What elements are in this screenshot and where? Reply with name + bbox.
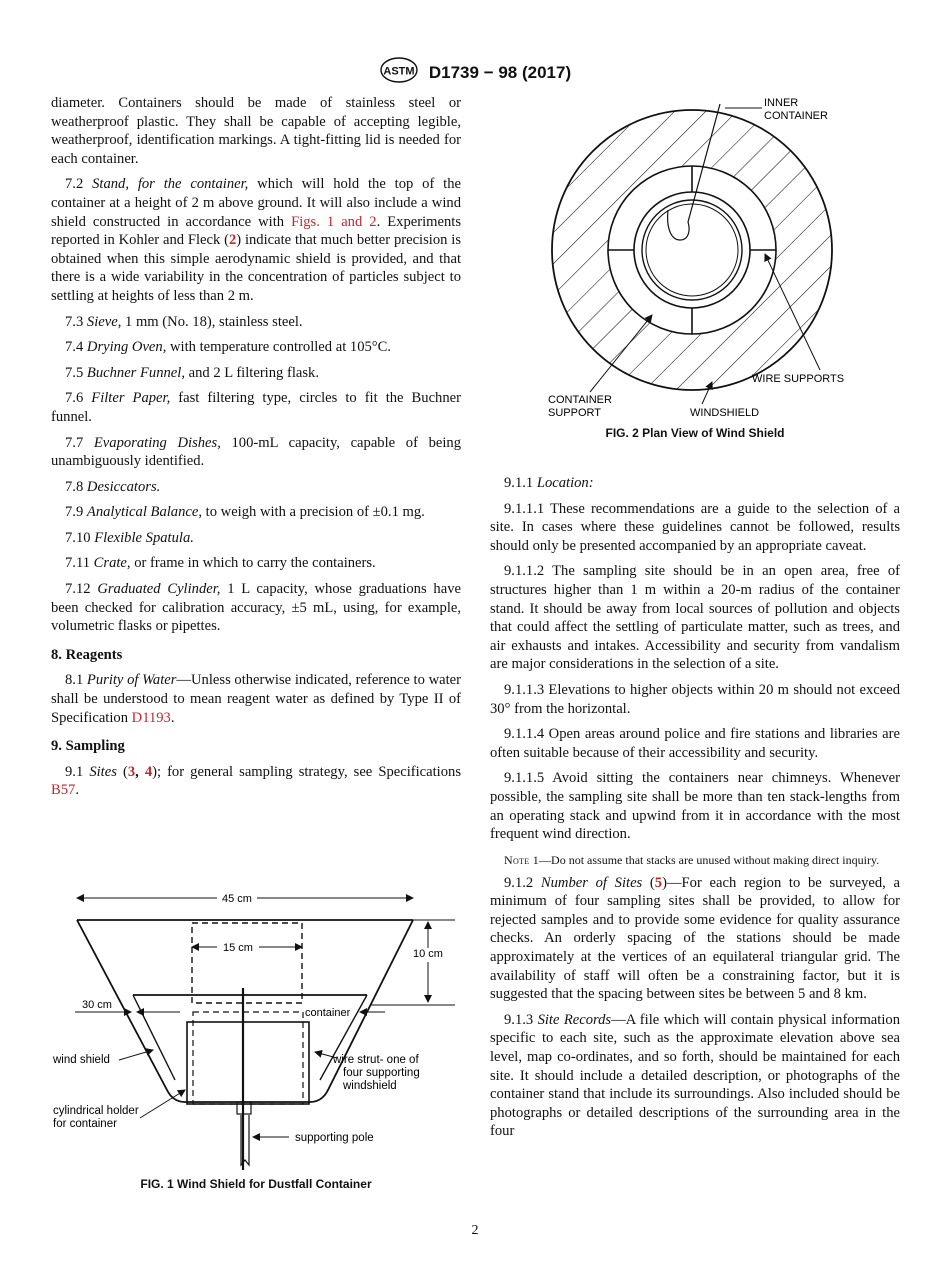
- label-wire-strut-2: four supporting: [343, 1067, 420, 1079]
- section-7-9: 7.9 Analytical Balance, to weigh with a precision of ±0.1 mg.: [65, 504, 425, 521]
- section-7-11: 7.11 Crate, or frame in which to carry the containers.: [65, 555, 376, 572]
- label-holder-1: cylindrical holder: [53, 1105, 139, 1117]
- label-supporting-pole: supporting pole: [295, 1132, 374, 1144]
- figure-link[interactable]: Figs. 1 and 2: [291, 213, 377, 230]
- section-7-6: 7.6 Filter Paper, fast filtering type, circles to fit the Buchner funnel.: [51, 390, 461, 425]
- label-wire-supports: WIRE SUPPORTS: [752, 373, 845, 385]
- label-10cm: 10 cm: [413, 948, 443, 960]
- section-7-12: 7.12 Graduated Cylinder, 1 L capacity, whose graduations have been checked for calibration accuracy, ±5 mL, using, for example, volumetric flasks or pipettes.: [51, 581, 461, 635]
- section-9-1: 9.1 Sites (3, 4); for general sampling strategy, see Specifications B57.: [51, 763, 462, 799]
- label-wire-strut-3: windshield: [343, 1080, 397, 1092]
- label-holder-2: for container: [53, 1118, 117, 1130]
- figure-2-plan-view-diagram: [540, 90, 850, 420]
- label-45cm: 45 cm: [222, 893, 252, 905]
- section-7-2: 7.2 Stand, for the container, which will hold the top of the container at a height of 2 m above ground. It will also include a wind shield constructed in accordance with Figs. 1 and 2. Experiments reported in Kohler and Fleck (2) indicate that much better precision is obtained when this simple aerodynamic shield is provided, and that there is a wide variability in the concentration of particles subject to settling at heights of less than 2 m.: [51, 176, 462, 304]
- page-number: 2: [471, 1223, 479, 1238]
- specification-link[interactable]: B57: [51, 782, 76, 799]
- specification-link[interactable]: D1193: [131, 709, 171, 726]
- section-heading-reagents: 8. Reagents: [51, 646, 123, 663]
- figure-1-caption: FIG. 1 Wind Shield for Dustfall Container: [140, 1177, 372, 1191]
- section-9-1-1-2: 9.1.1.2 The sampling site should be in an open area, free of structures higher than 1 m within a 20-m radius of the container stand. It should be away from local sources of pollution and objects that could affect the settling of particulate matter, such as trees, and air exhausts and intakes. Accessibility and security from vandalism are major considerations in the selection of a site.: [490, 563, 900, 673]
- standard-designation: D1739 − 98 (2017): [428, 62, 572, 82]
- label-container-support-2: SUPPORT: [548, 407, 601, 419]
- reference-link[interactable]: 3: [127, 763, 136, 780]
- reference-link[interactable]: 4: [144, 763, 153, 780]
- section-7-8: 7.8 Desiccators.: [65, 478, 161, 495]
- section-9-1-2: 9.1.2 Number of Sites (5)—For each region to be surveyed, a minimum of four sampling sites shall be provided, to allow for rejected samples and to provide some evidence for quality assurance checks. An orderly spacing of the stations should be made approximately at the vertices of an equilateral triangular grid. The availability of staff will often be a constraining factor, but it is suggested that the spacing between sites be between 5 and 8 km.: [490, 874, 900, 1003]
- section-7-3: 7.3 Sieve, 1 mm (No. 18), stainless steel.: [65, 313, 303, 330]
- page-header: [0, 56, 950, 86]
- label-30cm: 30 cm: [82, 999, 112, 1011]
- figure-2-caption: FIG. 2 Plan View of Wind Shield: [605, 426, 785, 440]
- section-7-4: 7.4 Drying Oven, with temperature controlled at 105°C.: [65, 339, 392, 356]
- label-15cm: 15 cm: [223, 942, 253, 954]
- reference-link[interactable]: 5: [654, 874, 663, 891]
- label-wire-strut-1: wire strut- one of: [333, 1054, 419, 1066]
- label-windshield: WINDSHIELD: [690, 407, 760, 419]
- label-container-support-1: CONTAINER: [548, 394, 612, 406]
- section-7-5: 7.5 Buchner Funnel, and 2 L filtering flask.: [65, 364, 319, 381]
- section-9-1-1-3: 9.1.1.3 Elevations to higher objects within 20 m should not exceed 30° from the horizontal.: [490, 681, 900, 717]
- section-7-10: 7.10 Flexible Spatula.: [65, 529, 194, 546]
- note-1: Note 1—Do not assume that stacks are unused without making direct inquiry.: [504, 852, 880, 867]
- left-column: [51, 94, 461, 807]
- section-7-7: 7.7 Evaporating Dishes, 100-mL capacity, capable of being unambiguously identified.: [51, 434, 461, 470]
- label-container: container: [305, 1007, 351, 1019]
- reference-link[interactable]: 2: [228, 232, 237, 249]
- section-9-1-1-1: 9.1.1.1 These recommendations are a guide to the selection of a site. In cases where these guidelines cannot be followed, results should only be presented accompanied by an appropriate caveat.: [490, 500, 900, 554]
- section-9-1-1: 9.1.1 Location:: [504, 475, 594, 491]
- section-9-1-3: 9.1.3 Site Records—A file which will contain physical information specific to each site, such as the approximate elevation above sea level, map co-ordinates, and so forth, should be maintained for each site. It should include a detailed description, or photographs of the container stand that include its surroundings. Also included should be photographs or detailed descriptions of the surrounding area in the four: [490, 1011, 900, 1140]
- section-9-1-1-4: 9.1.1.4 Open areas around police and fire stations and libraries are often suitable because of their accessibility and security.: [490, 726, 900, 761]
- right-column: [490, 474, 900, 1148]
- astm-logo-icon: [379, 56, 419, 89]
- label-inner: INNER: [764, 97, 799, 109]
- section-8-1: 8.1 Purity of Water—Unless otherwise indicated, reference to water shall be understood to mean reagent water as defined by Type II of Specification D1193.: [51, 672, 461, 726]
- section-9-1-1-5: 9.1.1.5 Avoid sitting the containers near chimneys. Whenever possible, the sampling site shall be more than ten stack-lengths from an operating stack and upwind from it in accordance with the most frequent wind direction.: [490, 770, 900, 843]
- figure-1-wind-shield-diagram: [45, 880, 475, 1175]
- label-wind-shield: wind shield: [53, 1054, 110, 1066]
- paragraph: diameter. Containers should be made of stainless steel or weatherproof plastic. They shall be capable of accepting legible, weatherproof, identification markings. A tight-fitting lid is needed for each container.: [51, 95, 461, 167]
- section-heading-sampling: 9. Sampling: [51, 738, 125, 755]
- svg-text:ASTM: ASTM: [383, 65, 415, 78]
- label-inner-container: CONTAINER: [764, 110, 828, 122]
